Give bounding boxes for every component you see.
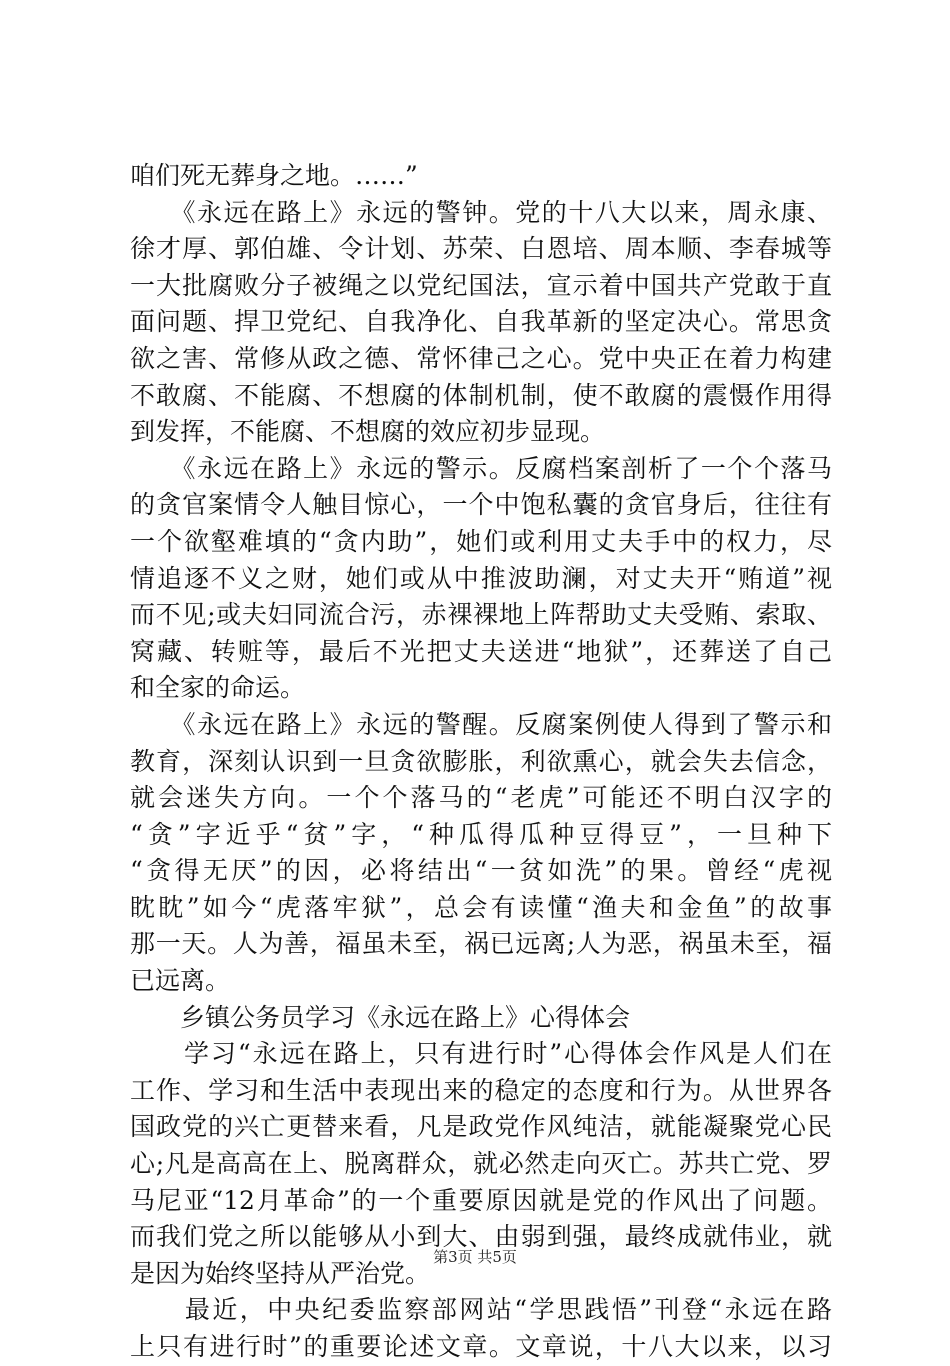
text-line: 眈眈”如今“虎落牢狱”，总会有读懂“渔夫和金鱼”的故事 xyxy=(130,892,832,922)
text-line: 《永远在路上》永远的警示。反腐档案剖析了一个个落马 xyxy=(130,453,832,483)
text-line: 咱们死无葬身之地。……” xyxy=(130,161,418,190)
text-line: 的贪官案情令人触目惊心，一个中饱私囊的贪官身后，往往有 xyxy=(130,490,832,520)
text-line: 而我们党之所以能够从小到大、由弱到强，最终成就伟业，就 xyxy=(130,1222,832,1252)
text-line: 《永远在路上》永远的警钟。党的十八大以来，周永康、 xyxy=(130,197,832,227)
text-line: 情追逐不义之财，她们或从中推波助澜，对丈夫开“贿道”视 xyxy=(130,563,832,593)
page-footer: 第3页 共5页 xyxy=(433,1248,517,1266)
text-line: “贪得无厌”的因，必将结出“一贫如洗”的果。曾经“虎视 xyxy=(130,856,832,886)
text-line: 已远离。 xyxy=(130,966,231,996)
text-line: 马尼亚“12月革命”的一个重要原因就是党的作风出了问题。 xyxy=(130,1185,832,1215)
text-line: 就会迷失方向。一个个落马的“老虎”可能还不明白汉字的 xyxy=(130,783,832,813)
text-line: 到发挥，不能腐、不想腐的效应初步显现。 xyxy=(130,417,606,447)
text-line: 徐才厚、郭伯雄、令计划、苏荣、白恩培、周本顺、李春城等 xyxy=(130,234,832,264)
text-line: 乡镇公务员学习《永远在路上》心得体会 xyxy=(130,1002,631,1032)
text-line: 学习“永远在路上，只有进行时”心得体会作风是人们在 xyxy=(130,1039,832,1069)
text-line: 一个欲壑难填的“贪内助”，她们或利用丈夫手中的权力，尽 xyxy=(130,526,832,556)
text-line: 一大批腐败分子被绳之以党纪国法，宣示着中国共产党敢于直 xyxy=(130,270,832,300)
text-line: 国政党的兴亡更替来看，凡是政党作风纯洁，就能凝聚党心民 xyxy=(130,1112,832,1142)
text-line: 窝藏、转赃等，最后不光把丈夫送进“地狱”，还葬送了自己 xyxy=(130,636,832,666)
text-line: 是因为始终坚持从严治党。 xyxy=(130,1258,431,1288)
text-line: 心;凡是高高在上、脱离群众，就必然走向灭亡。苏共亡党、罗 xyxy=(130,1149,832,1179)
text-line: 不敢腐、不能腐、不想腐的体制机制，使不敢腐的震慑作用得 xyxy=(130,380,832,410)
text-line: 欲之害、常修从政之德、常怀律己之心。党中央正在着力构建 xyxy=(130,343,832,373)
text-line: 《永远在路上》永远的警醒。反腐案例使人得到了警示和 xyxy=(130,709,832,739)
text-line: 教育，深刻认识到一旦贪欲膨胀，利欲熏心，就会失去信念， xyxy=(130,746,832,776)
text-line: 面问题、捍卫党纪、自我净化、自我革新的坚定决心。常思贪 xyxy=(130,307,832,337)
text-line: 上只有进行时”的重要论述文章。文章说，十八大以来，以习 xyxy=(130,1332,832,1361)
text-line: “贪”字近乎“贫”字，“种瓜得瓜种豆得豆”，一旦种下 xyxy=(130,819,832,849)
text-line: 和全家的命运。 xyxy=(130,673,306,703)
text-line: 那一天。人为善，福虽未至，祸已远离;人为恶，祸虽未至，福 xyxy=(130,929,832,959)
text-line: 最近，中央纪委监察部网站“学思践悟”刊登“永远在路 xyxy=(130,1295,832,1325)
body-text xyxy=(130,158,832,1366)
text-line: 工作、学习和生活中表现出来的稳定的态度和行为。从世界各 xyxy=(130,1075,832,1105)
text-line: 而不见;或夫妇同流合污，赤裸裸地上阵帮助丈夫受贿、索取、 xyxy=(130,600,832,630)
